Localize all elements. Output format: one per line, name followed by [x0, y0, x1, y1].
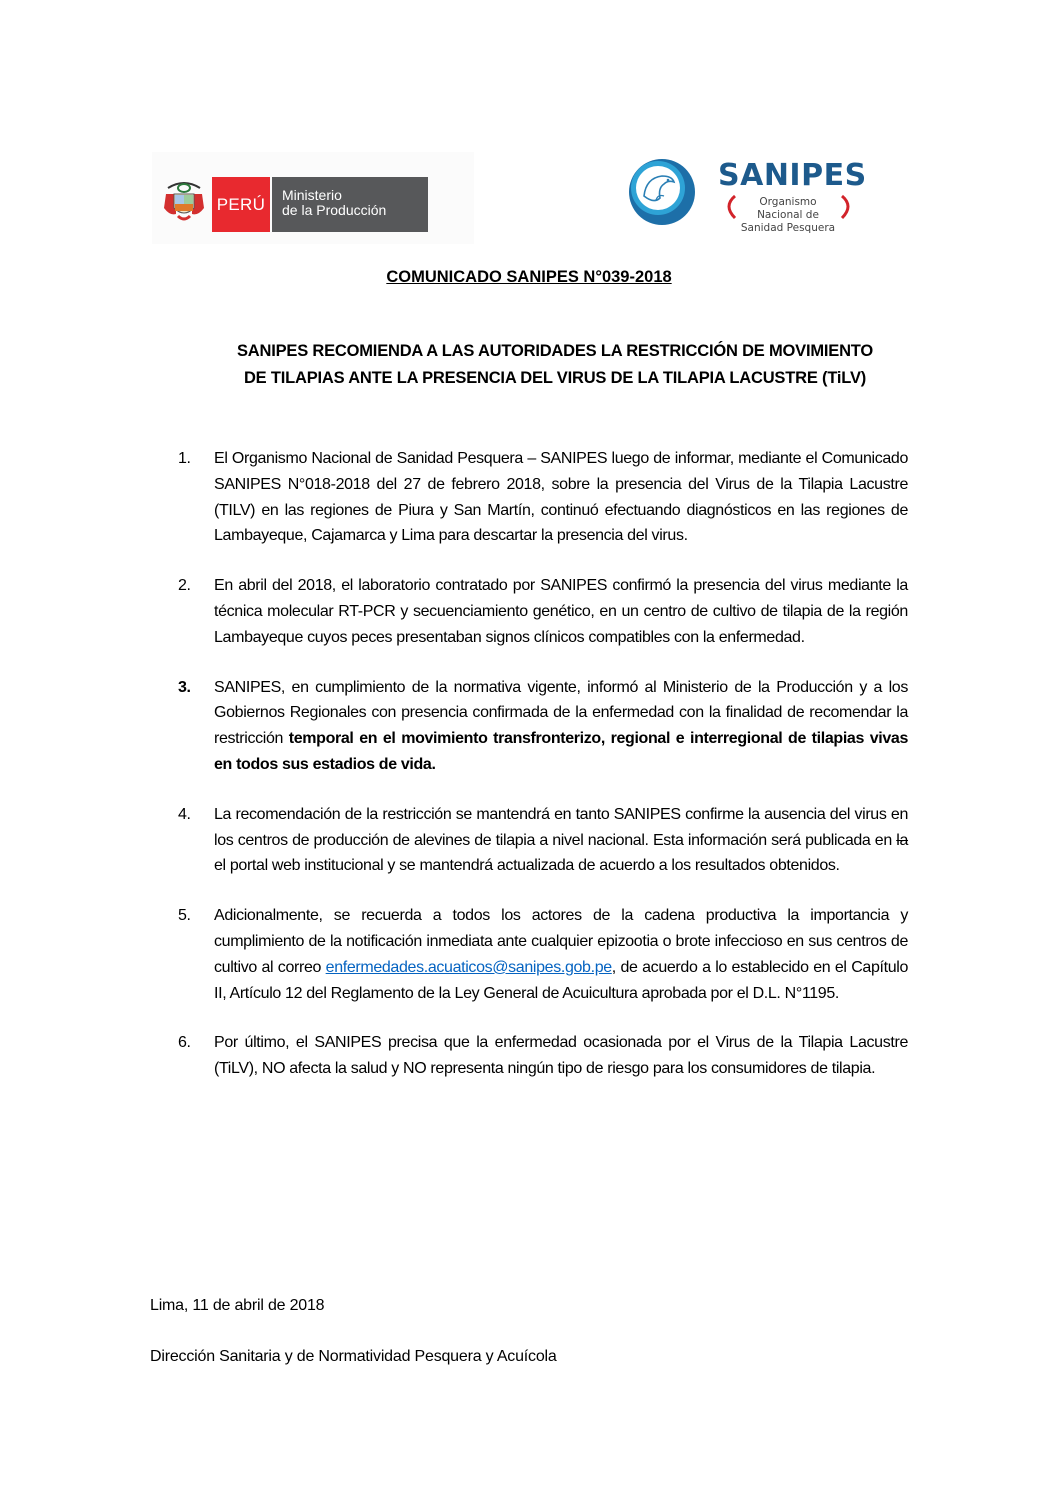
item-text: Adicionalmente, se recuerda a todos los actores de la cadena productiva la importancia y cumplimiento de la notificación inmediata ante cualquier epizootia o brote infeccioso en sus centros de cultivo al correo [214, 907, 908, 976]
sanipes-subtitle [738, 196, 838, 235]
ministry-name-line1: Ministerio [282, 187, 342, 203]
sanipes-logo [620, 150, 870, 232]
item-text: Por último, el SANIPES precisa que la enfermedad ocasionada por el Virus de la Tilapia Lacustre (TiLV), NO afecta la salud y NO representa ningún tipo de riesgo para los consumidores de tilapia. [214, 1034, 908, 1078]
list-item-4 [178, 802, 908, 879]
headline-line1: SANIPES RECOMIENDA A LAS AUTORIDADES LA RESTRICCIÓN DE MOVIMIENTO [236, 342, 874, 360]
list-item-6 [178, 1030, 908, 1082]
item-number: 3. [178, 678, 191, 696]
list-item-2 [178, 573, 908, 650]
item-text: La recomendación de la restricción se mantendrá en tanto SANIPES confirme la ausencia del virus en los centros de producción de alevines de tilapia a nivel nacional. Esta información será publicada en [214, 805, 908, 849]
document-number-title: COMUNICADO SANIPES N°039-2018 [386, 268, 672, 286]
list-item-3 [178, 675, 908, 778]
item-text: SANIPES, en cumplimiento de la normativa vigente, informó al Ministerio de la Producción y a los Gobiernos Regionales con presencia confirmada de la enfermedad con la finalidad de recomendar la restricción [214, 678, 908, 748]
peru-label: PERÚ [212, 177, 270, 232]
item-text: En abril del 2018, el laboratorio contratado por SANIPES confirmó la presencia del virus mediante la técnica molecular RT-PCR y secuenciamiento genético, en un centro de cultivo de tilapia de la región Lambayeque cuyos peces presentaban signos clínicos compatibles con la enfermedad. [214, 577, 908, 646]
item-number: 4. [178, 805, 191, 823]
email-link[interactable]: enfermedades.acuaticos@sanipes.gob.pe [325, 958, 612, 976]
item-text-bold: temporal en el movimiento transfronterizo, regional e interregional de tilapias vivas en todos sus estadios de vida. [214, 730, 908, 773]
ministry-name [272, 177, 428, 232]
fish-circle-icon [628, 158, 696, 226]
item-number: 6. [178, 1034, 191, 1052]
item-number: 1. [178, 450, 191, 467]
ministerio-produccion-logo [152, 152, 474, 244]
item-text-after: el portal web institucional y se mantendrá actualizada de acuerdo a los resultados obtenidos. [214, 857, 840, 875]
item-text-struck: la [896, 831, 908, 849]
headline-line2: DE TILAPIAS ANTE LA PRESENCIA DEL VIRUS DE LA TILAPIA LACUSTRE (TiLV) [243, 369, 867, 387]
sanipes-wordmark: SANIPES [718, 158, 867, 193]
numbered-list [178, 446, 908, 1106]
sanipes-subtitle-line2: Sanidad Pesquera [740, 222, 836, 234]
sanipes-subtitle-line1: Organismo Nacional de [757, 196, 819, 221]
document-date: Lima, 11 de abril de 2018 [150, 1297, 325, 1314]
list-item-5 [178, 903, 908, 1006]
ministry-name-line2: de la Producción [282, 202, 387, 218]
list-item-1 [178, 446, 908, 549]
item-text-after: , de acuerdo a lo establecido en el Capítulo II, Artículo 12 del Reglamento de la Ley General de Acuicultura aprobada por el D.L. N°1195. [214, 958, 908, 1002]
issuing-office: Dirección Sanitaria y de Normatividad Pesquera y Acuícola [150, 1348, 557, 1365]
item-number: 5. [178, 907, 191, 925]
document-headline [190, 338, 920, 392]
red-arc-right-icon [840, 194, 854, 220]
item-text: El Organismo Nacional de Sanidad Pesquera – SANIPES luego de informar, mediante el Comunicado SANIPES N°018-2018 del 27 de febrero 2018, sobre la presencia del Virus de la Tilapia Lacustre (TILV) en las regiones de Piura y San Martín, continuó efectuando diagnósticos en las regiones de Lambayeque, Cajamarca y Lima para descartar la presencia del virus. [214, 450, 908, 545]
peru-coat-of-arms-icon [162, 174, 206, 224]
item-number: 2. [178, 577, 191, 595]
red-arc-left-icon [723, 194, 737, 220]
